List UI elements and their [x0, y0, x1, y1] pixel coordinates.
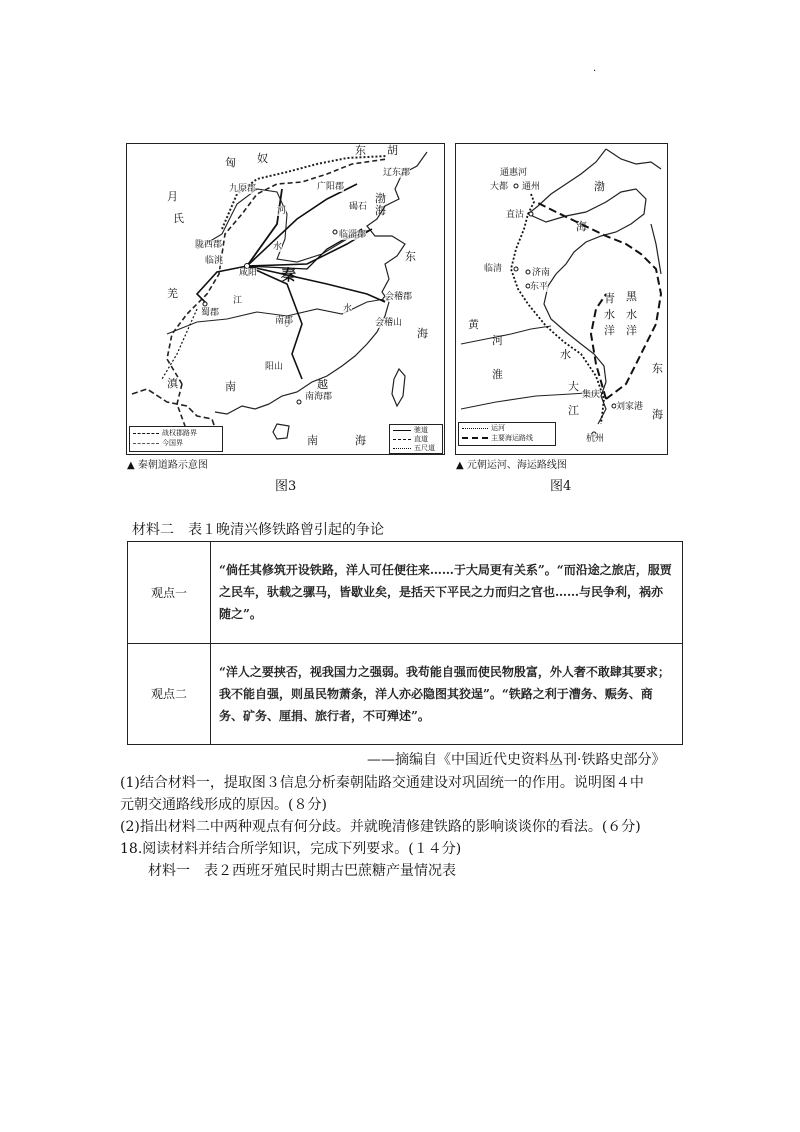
- fig3-legend-left: [129, 426, 223, 452]
- label-kuaiji: 会稽郡: [385, 292, 413, 302]
- label-shui-4a: 水: [604, 308, 615, 321]
- label-hai-2: 海: [417, 327, 428, 340]
- label-nan: 南: [225, 380, 236, 393]
- label-hangzhou: 杭州: [586, 434, 605, 444]
- legend-canal: 运河: [491, 424, 505, 432]
- label-dong: 东: [405, 250, 416, 263]
- legend-wuchidao: 五尺道: [414, 444, 435, 452]
- label-huai: 淮: [492, 368, 503, 381]
- material-1-heading: 材料一 表２西班牙殖民时期古巴蔗糖产量情况表: [148, 863, 456, 879]
- label-da: 大: [568, 380, 579, 393]
- label-nanjun: 南郡: [275, 316, 294, 326]
- page-mark: ·: [593, 66, 597, 77]
- label-linzi: 临淄郡: [339, 230, 367, 240]
- fig4-caption: ▲ 元朝运河、海运路线图: [456, 460, 567, 471]
- label-dadu: 大都: [490, 182, 509, 192]
- label-xiongnu-1: 匈: [225, 156, 236, 169]
- label-yangshan: 阳山: [265, 362, 284, 372]
- label-he: 河: [277, 206, 287, 216]
- label-yuezhi-2: 氏: [173, 212, 184, 225]
- table-row: [128, 643, 683, 745]
- label-jinan: 济南: [532, 268, 551, 278]
- viewpoint-1-label: 观点一: [128, 542, 211, 644]
- label-donghu-1: 东: [355, 144, 366, 157]
- viewpoint-1-text: “倘任其修筑开设铁路，洋人可任便往来……于大局更有关系”。“而沿途之旅店，服贾之民车，驮载之骡马，皆歇业矣，是括天下平民之力而归之官也……与民争利，祸亦随之”。: [211, 542, 683, 644]
- label-qiang: 羌: [167, 287, 178, 300]
- label-jiang: 江: [233, 296, 243, 306]
- label-qin: 秦: [281, 266, 297, 284]
- fig4-legend: [458, 422, 556, 446]
- legend-sea-route: 主要海运路线: [491, 434, 533, 442]
- label-jiuyuan: 九原郡: [229, 184, 257, 194]
- label-hei: 黑: [626, 290, 637, 303]
- label-tonghuihe: 通惠河: [500, 168, 528, 178]
- label-shu: 蜀郡: [201, 308, 220, 318]
- label-longxi: 陇西郡: [195, 240, 223, 250]
- table-row: [128, 542, 683, 644]
- label-xiongnu-2: 奴: [257, 152, 268, 165]
- question-1-line-1: (1)结合材料一，提取图３信息分析秦朝陆路交通建设对巩固统一的作用。说明图４中: [120, 775, 644, 791]
- question-1-line-2: 元朝交通路线形成的原因。(８分): [120, 797, 327, 813]
- viewpoint-2-label: 观点二: [128, 643, 211, 745]
- label-hai-3: 海: [355, 434, 366, 447]
- label-dian: 滇: [167, 377, 178, 390]
- label-jieshi: 碣石: [349, 202, 368, 212]
- label-lintao: 临洮: [205, 256, 224, 266]
- label-hai-4: 海: [576, 220, 587, 233]
- label-zhigu: 直沽: [506, 210, 525, 220]
- fig3-legend-right: [389, 424, 443, 454]
- label-tongzhou: 通州: [522, 182, 541, 192]
- label-huang: 黄: [468, 318, 479, 331]
- label-yang-2: 洋: [626, 324, 637, 337]
- label-liujiagang: 刘家港: [616, 402, 644, 412]
- viewpoint-2-text: “洋人之要挟否，视我国力之强弱。我苟能自强而使民物殷富，外人奢不敢肆其要求；我不能自强，则虽民物萧条，洋人亦必隐图其狡逞”。“铁路之利于漕务、赈务、商务、矿务、厘捐、旅行者，不可殚述”。: [211, 643, 683, 745]
- label-kuaijishan: 会稽山: [375, 318, 403, 328]
- question-2: (2)指出材料二中两种观点有何分歧。并就晚清修建铁路的影响谈谈你的看法。(６分): [120, 819, 641, 835]
- label-yuezhi-1: 月: [167, 190, 178, 203]
- label-bo-4: 渤: [594, 180, 605, 193]
- qin-road-map: [126, 143, 445, 455]
- label-yang-1: 洋: [604, 324, 615, 337]
- yuan-canal-map: [455, 143, 668, 455]
- label-xianyang: 咸阳: [239, 268, 258, 278]
- question-18: 18.阅读材料并结合所学知识，完成下列要求。(１４分): [120, 841, 462, 857]
- label-liaodong: 辽东郡: [383, 168, 411, 178]
- source-citation: ——摘编自《中国近代史资料丛刊·铁路史部分》: [367, 752, 666, 768]
- legend-modern-border: 今国界: [162, 439, 183, 447]
- fig4-number: 图4: [550, 479, 572, 494]
- label-shui-4b: 水: [626, 308, 637, 321]
- label-he-4: 河: [492, 334, 503, 347]
- label-hai-4b: 海: [652, 408, 663, 421]
- label-hai-1: 海: [375, 204, 386, 217]
- label-bo: 渤: [375, 192, 386, 205]
- label-linqing: 临清: [484, 264, 503, 274]
- label-nan-2: 南: [307, 434, 318, 447]
- label-jiang-4: 江: [568, 404, 579, 417]
- railway-debate-table: [127, 541, 683, 745]
- legend-ancient-border: 战权郡路界: [162, 429, 197, 437]
- label-dong-4: 东: [652, 362, 663, 375]
- fig3-number: 图3: [275, 479, 297, 494]
- label-donghu-2: 胡: [387, 144, 398, 157]
- legend-zhidao: 直道: [414, 435, 428, 443]
- label-shui-4c: 水: [560, 348, 571, 361]
- material-2-heading: 材料二 表１晚清兴修铁路曾引起的争论: [132, 522, 384, 538]
- label-shui-2: 水: [343, 304, 353, 314]
- label-shui-1: 水: [273, 242, 283, 252]
- label-yue: 越: [317, 378, 328, 391]
- label-jiqing: 集庆: [582, 390, 601, 400]
- label-qing: 青: [604, 292, 615, 305]
- label-nanhai: 南海郡: [305, 392, 333, 402]
- label-dongping: 东平: [530, 282, 549, 292]
- fig3-caption: ▲ 秦朝道路示意图: [127, 460, 208, 471]
- label-guangyang: 广阳郡: [317, 182, 345, 192]
- legend-chidao: 驰道: [414, 426, 428, 434]
